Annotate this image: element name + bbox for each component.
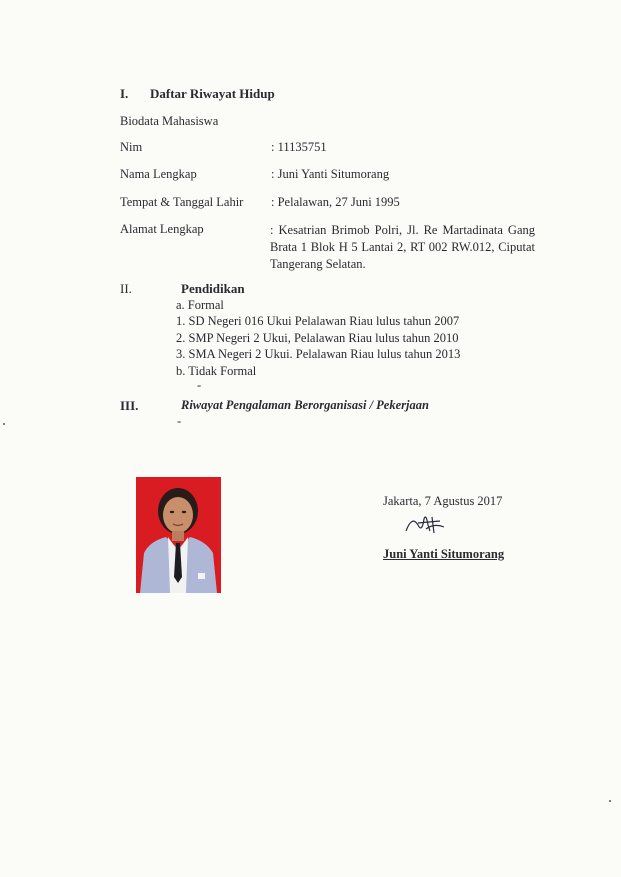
section-1-title: Daftar Riwayat Hidup [150, 86, 275, 101]
education-item: 2. SMP Negeri 2 Ukui, Pelalawan Riau lulus tahun 2010 [176, 331, 459, 345]
section-3-number: III. [120, 398, 139, 413]
alamat-value: : Kesatrian Brimob Polri, Jl. Re Martadinata Gang Brata 1 Blok H 5 Lantai 2, RT 002 RW.012, Ciputat Tangerang Selatan. [270, 223, 535, 271]
biodata-subtitle: Biodata Mahasiswa [120, 114, 219, 128]
nim-label: Nim [120, 140, 143, 154]
scan-speck [609, 800, 611, 802]
nama-label: Nama Lengkap [120, 167, 197, 181]
alamat-label: Alamat Lengkap [120, 222, 204, 236]
scan-speck [3, 423, 5, 425]
section-3-value: - [177, 414, 182, 428]
section-2-title: Pendidikan [181, 281, 245, 296]
place-date: Jakarta, 7 Agustus 2017 [383, 494, 503, 508]
nonformal-label: b. Tidak Formal [176, 364, 257, 378]
nonformal-value: - [197, 378, 202, 392]
ttl-label: Tempat & Tanggal Lahir [120, 195, 244, 209]
profile-photo [136, 477, 221, 593]
ttl-value: : Pelalawan, 27 Juni 1995 [271, 195, 400, 209]
education-item: 1. SD Negeri 016 Ukui Pelalawan Riau lulus tahun 2007 [176, 314, 460, 328]
education-item: 3. SMA Negeri 2 Ukui. Pelalawan Riau lulus tahun 2013 [176, 347, 461, 361]
signature-icon [404, 511, 448, 542]
section-1-number: I. [120, 86, 129, 101]
section-2-number: II. [120, 281, 132, 296]
nama-value: : Juni Yanti Situmorang [271, 167, 390, 181]
signatory-name: Juni Yanti Situmorang [383, 547, 505, 561]
section-3-title: Riwayat Pengalaman Berorganisasi / Pekerjaan [181, 398, 429, 412]
formal-label: a. Formal [176, 298, 224, 312]
nim-value: : 11135751 [271, 140, 327, 154]
